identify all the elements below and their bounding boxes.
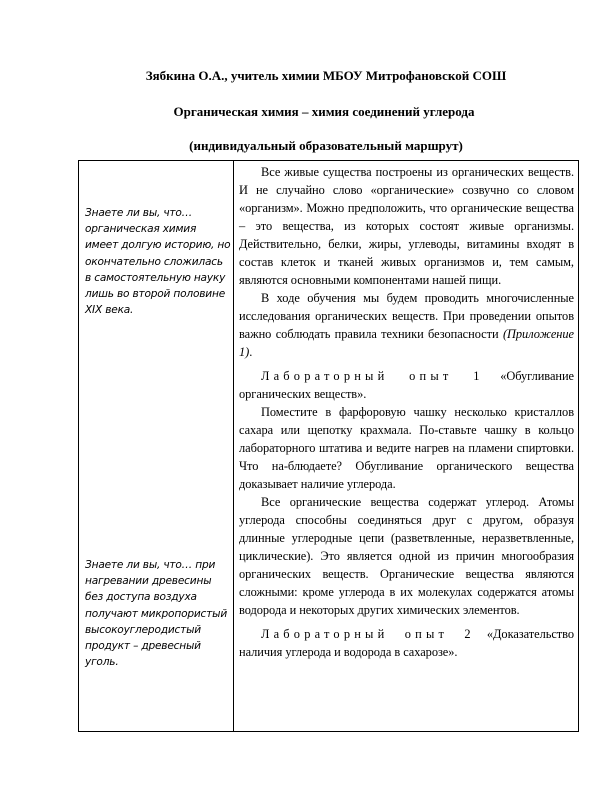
lab-experiment-2-title: «Доказательство наличия углерода и водорода в сахарозе». xyxy=(239,627,575,659)
paragraph-carbon: Все органические вещества содержат углерод. Атомы углерода способны соединяться друг с другом, образуя длинные углеродные цепи (разветвленные, неразветвленные, циклические). Это является одной из причин многообразия органических веществ. Органические вещества являются сложными: кроме углерода в их молекулах содержатся атомы водорода и некоторых других химических элементов. xyxy=(239,495,574,617)
main-text-column xyxy=(234,161,579,732)
paragraph-research-text: В ходе обучения мы будем проводить многочисленные исследования органических веществ. При проведении опытов важно соблюдать правила техники безопасности xyxy=(239,291,574,341)
document-title: Органическая химия – химия соединений углерода xyxy=(173,104,475,119)
content-table xyxy=(78,160,579,732)
paragraph-experiment-1-steps: Поместите в фарфоровую чашку несколько кристаллов сахара или щепотку крахмала. По-ставьте чашку в кольцо лабораторного штатива и ведите нагрев на пламени спиртовки. Что на-блюдаете? Обугливание органического вещества доказывает наличие углерода. xyxy=(239,405,574,491)
paragraph-research-end: . xyxy=(249,345,253,359)
did-you-know-note-2: Знаете ли вы, что… при нагревании древесины без доступа воздуха получают микропористый высокоуглеродистый продукт – древесный уголь. xyxy=(85,559,227,669)
lab-experiment-2-label: Лабораторный опыт 2 xyxy=(261,627,475,641)
content-row xyxy=(79,161,579,732)
appendix-reference: (Приложение 1) xyxy=(239,327,574,359)
lab-experiment-1-heading xyxy=(239,367,574,403)
lab-experiment-1-title: «Обугливание органических веществ». xyxy=(239,369,574,401)
side-notes-column xyxy=(79,161,234,732)
author-line: Зябкина О.А., учитель химии МБОУ Митрофановской СОШ xyxy=(145,68,507,83)
main-text xyxy=(234,161,578,663)
lab-experiment-2-heading xyxy=(239,625,574,661)
paragraph-organic-substances: Все живые существа построены из органических веществ. И не случайно слово «органические» созвучно со словом «организм». Можно предположить, что органические вещества – это вещества, из которых состоят живые организмы. Действительно, белки, жиры, углеводы, витамины входят в состав клеток и тканей живых организмов и, тем самым, являются основными компонентами нашей пищи. xyxy=(239,165,574,287)
did-you-know-note-1: Знаете ли вы, что… органическая химия имеет долгую историю, но окончательно сложилась в самостоятельную науку лишь во второй половине XIX века. xyxy=(85,207,231,317)
document-subtitle: (индивидуальный образовательный маршрут) xyxy=(189,138,463,153)
lab-experiment-1-label: Лабораторный опыт 1 xyxy=(261,369,484,383)
paragraph-research xyxy=(239,289,574,361)
